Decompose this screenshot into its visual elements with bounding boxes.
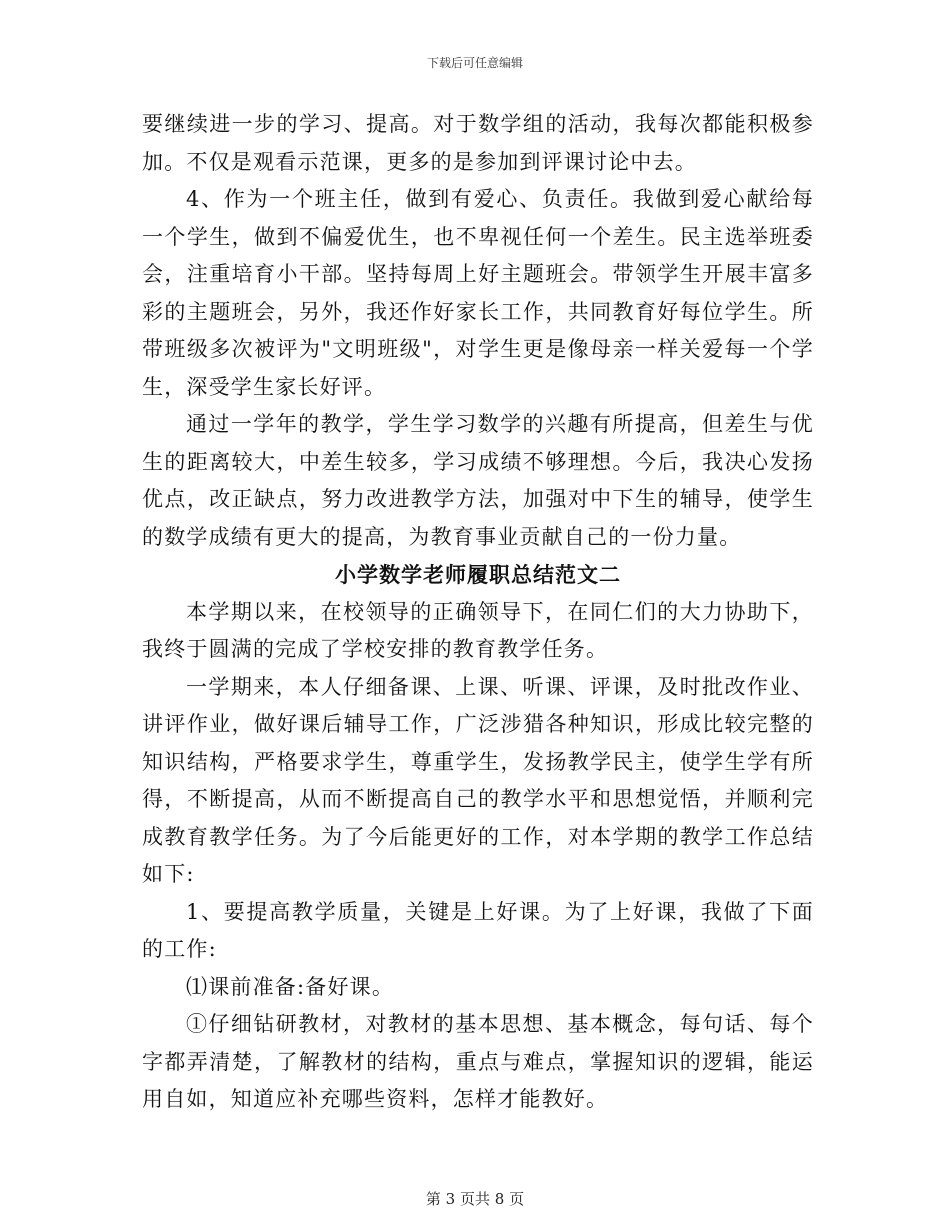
page-footer: 第 3 页共 8 页 — [425, 1190, 525, 1208]
paragraph: 4、作为一个班主任，做到有爱心、负责任。我做到爱心献给每一个学生，做到不偏爱优生，也不卑视任何一个差生。民主选举班委会，注重培育小干部。坚持每周上好主题班会。带领学生开展丰富多彩的主题班会，另外，我还作好家长工作，共同教育好每位学生。所带班级多次被评为"文明班级"，对学生更是像母亲一样关爱每一个学生，深受学生家长好评。 — [142, 187, 814, 399]
paragraph: 一学期来，本人仔细备课、上课、听课、评课，及时批改作业、讲评作业，做好课后辅导工作，广泛涉猎各种知识，形成比较完整的知识结构，严格要求学生，尊重学生，发扬教学民主，使学生学有所得，不断提高，从而不断提高自己的教学水平和思想觉悟，并顺利完成教育教学任务。为了今后能更好的工作，对本学期的教学工作总结如下: — [142, 674, 814, 886]
paragraph: 本学期以来，在校领导的正确领导下，在同仁们的大力协助下，我终于圆满的完成了学校安排的教育教学任务。 — [142, 599, 814, 661]
paragraph: 通过一学年的教学，学生学习数学的兴趣有所提高，但差生与优生的距离较大，中差生较多，学习成绩不够理想。今后，我决心发扬优点，改正缺点，努力改进教学方法，加强对中下生的辅导，使学生的数学成绩有更大的提高，为教育事业贡献自己的一份力量。 — [142, 412, 814, 549]
paragraph: 1、要提高教学质量，关键是上好课。为了上好课，我做了下面的工作: — [142, 899, 814, 961]
paragraph: ⑴课前准备:备好课。 — [186, 974, 395, 999]
page-header: 下载后可任意编辑 — [426, 56, 523, 70]
paragraph: ①仔细钻研教材，对教材的基本思想、基本概念，每句话、每个字都弄清楚，了解教材的结构，重点与难点，掌握知识的逻辑，能运用自如，知道应补充哪些资料，怎样才能教好。 — [142, 1012, 814, 1111]
section-title: 小学数学老师履职总结范文二 — [335, 562, 621, 587]
document-body — [142, 106, 814, 1119]
paragraph: 要继续进一步的学习、提高。对于数学组的活动，我每次都能积极参加。不仅是观看示范课，更多的是参加到评课讨论中去。 — [142, 112, 814, 174]
